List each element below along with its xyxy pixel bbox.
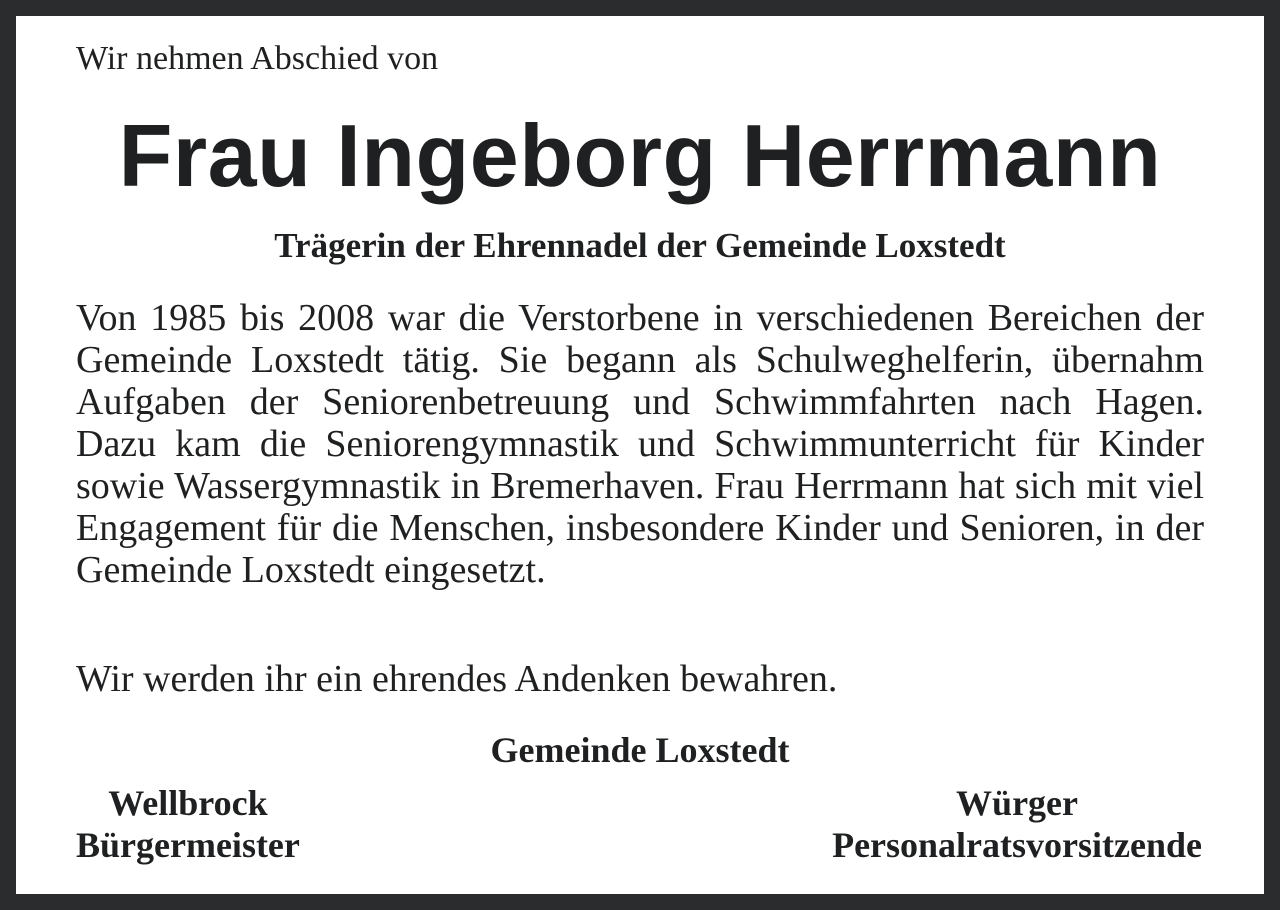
signatory-right bbox=[832, 782, 1202, 866]
intro-line: Wir nehmen Abschied von bbox=[76, 40, 439, 77]
signatory-name: Würger bbox=[956, 783, 1079, 823]
signatory-title: Bürgermeister bbox=[76, 825, 300, 865]
deceased-name: Frau Ingeborg Herrmann bbox=[118, 106, 1162, 205]
organization-name: Gemeinde Loxstedt bbox=[490, 730, 790, 770]
signatory-name: Wellbrock bbox=[108, 783, 268, 823]
body-paragraph: Von 1985 bis 2008 war die Verstorbene in verschiedenen Bereichen der Gemeinde Loxstedt tätig. Sie begann als Schulweghelferin, übernahm Aufgaben der Seniorenbetreuung und Schwimmfahrten nach Hagen. Dazu kam die Seniorengymnastik und Schwimmunterricht für Kinder sowie Wassergymnastik in Bremerhaven. Frau Herrmann hat sich mit viel Engagement für die Menschen, insbesondere Kinder und Senioren, in der Gemeinde Loxstedt eingesetzt. bbox=[76, 297, 1204, 591]
honor-subtitle: Trägerin der Ehrennadel der Gemeinde Loxstedt bbox=[274, 226, 1006, 265]
signatory-title: Personalratsvorsitzende bbox=[832, 825, 1202, 865]
signatory-left bbox=[76, 782, 300, 866]
closing-line: Wir werden ihr ein ehrendes Andenken bewahren. bbox=[76, 658, 838, 700]
